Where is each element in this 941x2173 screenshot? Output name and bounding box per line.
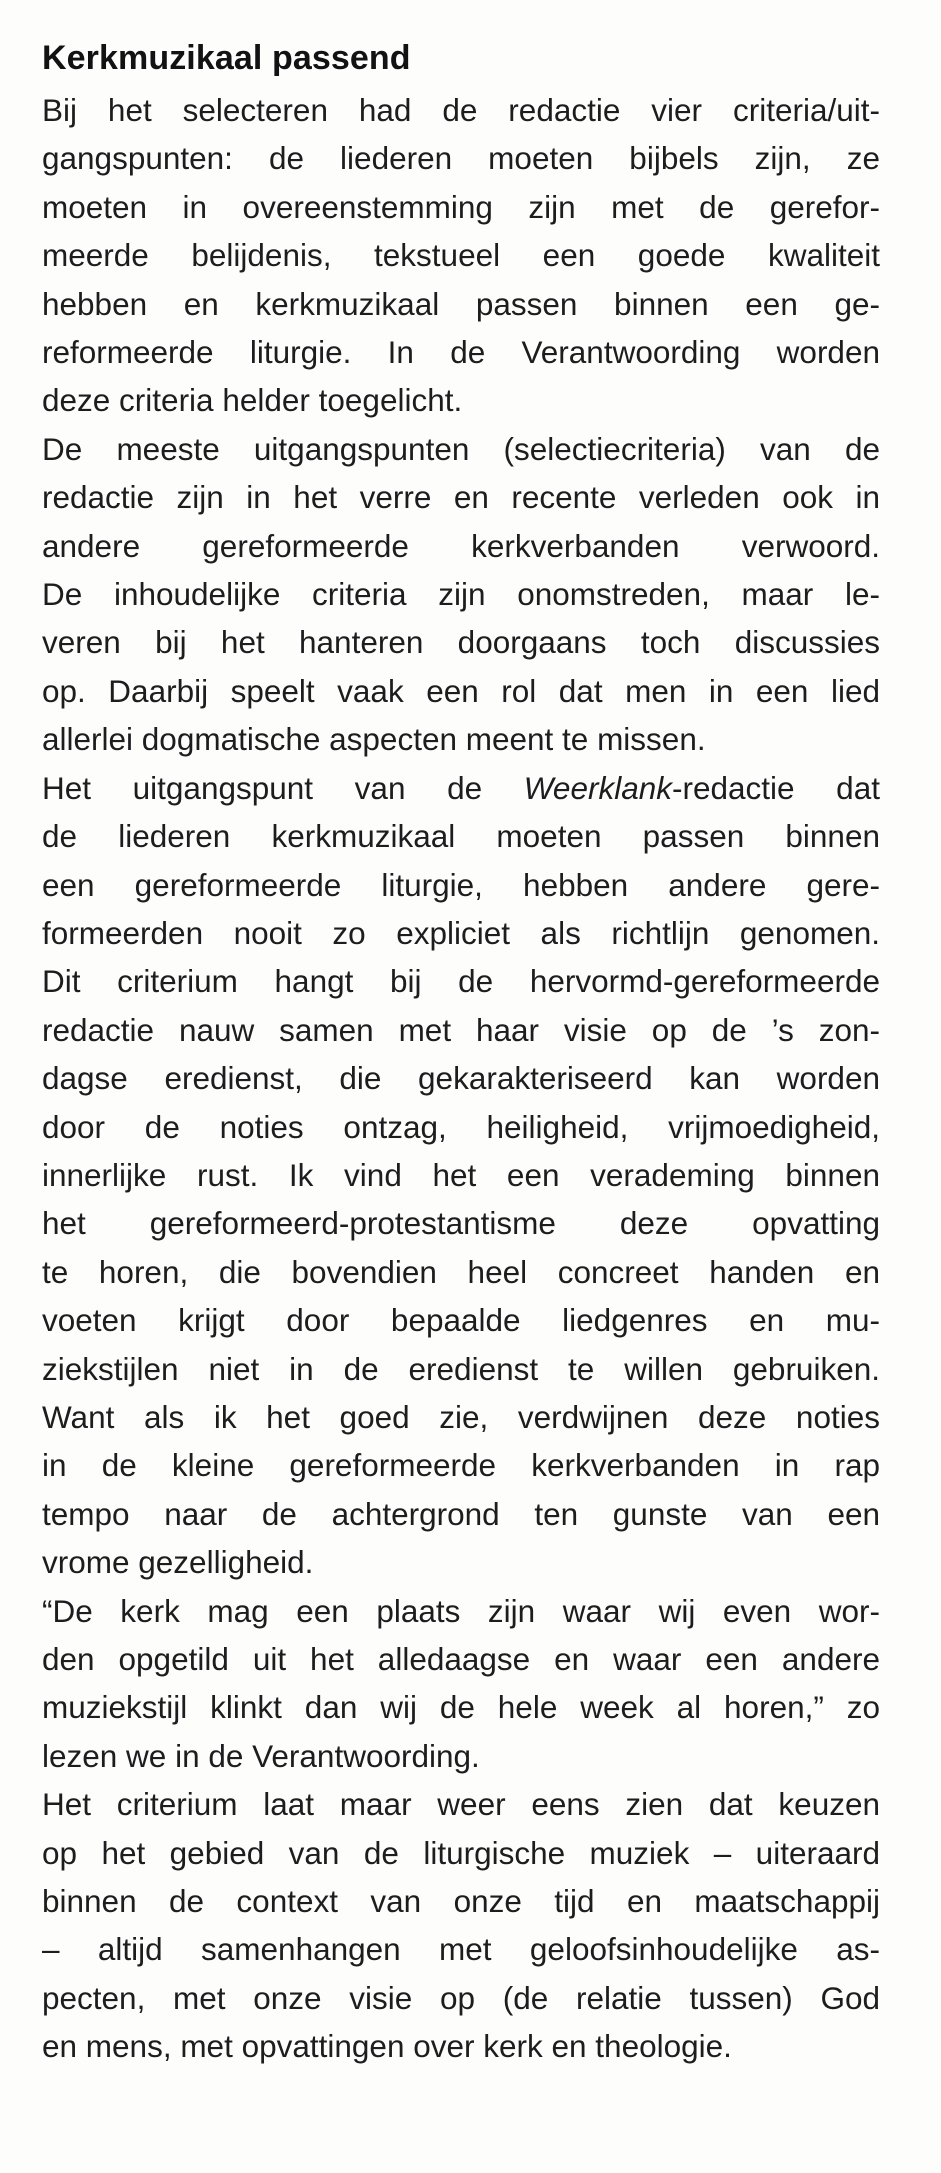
text-line: muziekstijl klinkt dan wij de hele week al horen,” zo [42, 1689, 880, 1726]
text-line: dagse eredienst, die gekarakteriseerd kan worden [42, 1060, 880, 1097]
text-line: gangspunten: de liederen moeten bijbels zijn, ze [42, 140, 880, 177]
text-line: pecten, met onze visie op (de relatie tussen) God [42, 1979, 880, 2016]
text-line: en mens, met opvattingen over kerk en theologie. [42, 2028, 732, 2065]
text-line: tempo naar de achtergrond ten gunste van een [42, 1495, 880, 1532]
text-line: allerlei dogmatische aspecten meent te missen. [42, 721, 706, 758]
text-line: redactie zijn in het verre en recente verleden ook in [42, 479, 880, 516]
text-line: de liederen kerkmuzikaal moeten passen binnen [42, 818, 880, 855]
text-line: ziekstijlen niet in de eredienst te willen gebruiken. [42, 1350, 880, 1387]
text-line: op. Daarbij speelt vaak een rol dat men in een lied [42, 672, 880, 709]
text-line: “De kerk mag een plaats zijn waar wij even wor- [42, 1592, 880, 1629]
paragraph-uitgangspunten [42, 425, 880, 764]
text-line: Bij het selecteren had de redactie vier criteria/uit- [42, 92, 880, 128]
article-column [42, 36, 880, 2071]
paragraph-weerklank [42, 764, 880, 1587]
text-run: -redactie dat [672, 769, 880, 806]
text-line: lezen we in de Verantwoording. [42, 1737, 480, 1774]
paragraph-criteria [42, 86, 880, 425]
text-line: reformeerde liturgie. In de Verantwoording worden [42, 334, 880, 371]
text-line: Want als ik het goed zie, verdwijnen deze noties [42, 1398, 880, 1435]
text-run: Het uitgangspunt van de [42, 769, 524, 806]
text-line: in de kleine gereformeerde kerkverbanden in rap [42, 1447, 880, 1484]
text-line: den opgetild uit het alledaagse en waar een andere [42, 1641, 880, 1677]
paragraph-quote [42, 1587, 880, 1781]
text-line: innerlijke rust. Ik vind het een verademing binnen [42, 1156, 880, 1193]
text-line: moeten in overeenstemming zijn met de gerefor- [42, 188, 880, 225]
text-line-with-italic [42, 764, 880, 812]
text-line: binnen de context van onze tijd en maatschappij [42, 1883, 880, 1920]
paragraph-conclusion [42, 1780, 880, 2070]
text-line: formeerden nooit zo expliciet als richtlijn genomen. [42, 914, 880, 951]
text-line: het gereformeerd-protestantisme deze opvatting [42, 1205, 880, 1242]
text-line: Dit criterium hangt bij de hervormd-gereformeerde [42, 963, 880, 1000]
text-line: redactie nauw samen met haar visie op de ’s zon- [42, 1011, 880, 1048]
text-line: deze criteria helder toegelicht. [42, 382, 463, 419]
text-line: De meeste uitgangspunten (selectiecriteria) van de [42, 430, 880, 467]
text-line: te horen, die bovendien heel concreet handen en [42, 1253, 880, 1290]
text-line: door de noties ontzag, heiligheid, vrijmoedigheid, [42, 1108, 880, 1145]
text-line: hebben en kerkmuzikaal passen binnen een ge- [42, 285, 880, 322]
text-line: op het gebied van de liturgische muziek – uiteraard [42, 1834, 880, 1871]
italic-title: Weerklank [523, 769, 672, 806]
text-line: andere gereformeerde kerkverbanden verwoord. [42, 527, 880, 564]
text-line: vrome gezelligheid. [42, 1544, 314, 1581]
text-line: een gereformeerde liturgie, hebben andere gere- [42, 866, 880, 903]
text-line: meerde belijdenis, tekstueel een goede kwaliteit [42, 237, 880, 274]
text-line: veren bij het hanteren doorgaans toch discussies [42, 624, 880, 661]
section-heading: Kerkmuzikaal passend [42, 39, 411, 77]
text-line: – altijd samenhangen met geloofsinhoudelijke as- [42, 1931, 880, 1968]
text-line: De inhoudelijke criteria zijn onomstreden, maar le- [42, 576, 880, 613]
text-line: Het criterium laat maar weer eens zien dat keuzen [42, 1786, 880, 1823]
text-line: voeten krijgt door bepaalde liedgenres en mu- [42, 1302, 880, 1339]
